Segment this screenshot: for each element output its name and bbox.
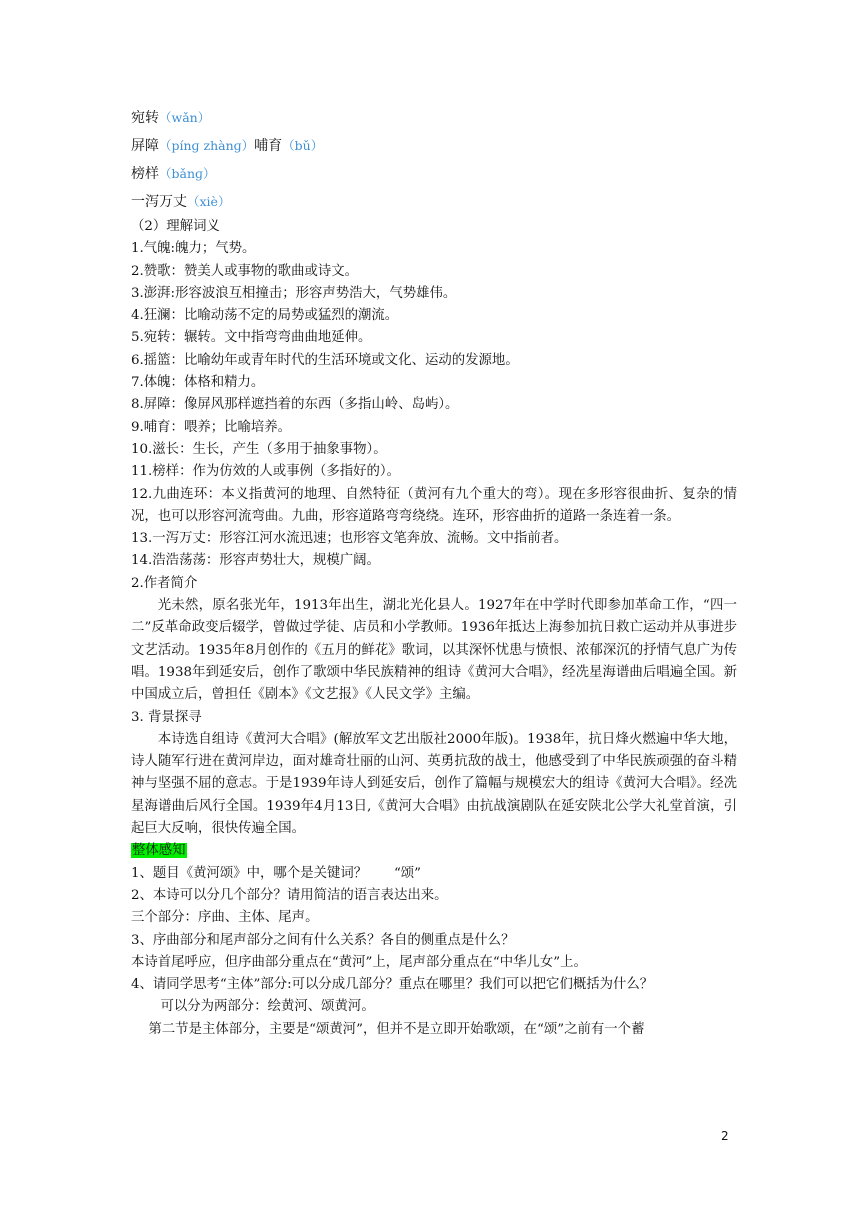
meaning-item: 11.榜样：作为仿效的人或事例（多指好的）。 <box>131 464 401 480</box>
section-heading: （2）理解词义 <box>131 219 220 234</box>
meaning-item: 2.赞歌：赞美人或事物的歌曲或诗文。 <box>131 263 359 279</box>
vocab-word: 宛转 <box>131 110 159 126</box>
meaning-item: 12.九曲连环：本义指黄河的地理、自然特征（黄河有九个重大的弯）。现在多形容很曲折、复杂的情况，也可以形容河流弯曲。九曲，形容道路弯弯绕绕。连环，形容曲折的道路一条连着一条。 <box>131 486 737 524</box>
meaning-item: 13.一泻万丈：形容江河水流迅速；也形容文笔奔放、流畅。文中指前者。 <box>131 531 568 547</box>
qa-line: 4、请同学思考“主体”部分:可以分成几部分？重点在哪里？我们可以把它们概括为什么？ <box>131 977 654 993</box>
pinyin: （pínɡ zhànɡ） <box>159 138 255 153</box>
qa-line: 可以分为两部分：绘黄河、颂黄河。 <box>160 999 375 1015</box>
meaning-item: 8.屏障：像屏风那样遮挡着的东西（多指山岭、岛屿）。 <box>131 397 459 413</box>
qa-line: 三个部分：序曲、主体、尾声。 <box>131 910 319 926</box>
qa-line: 本诗首尾呼应，但序曲部分重点在“黄河”上，尾声部分重点在“中华儿女”上。 <box>131 954 587 970</box>
meaning-item: 10.滋长：生长，产生（多用于抽象事物）。 <box>131 441 387 457</box>
section-heading: 3. 背景探寻 <box>131 709 202 725</box>
meaning-item: 4.狂澜：比喻动荡不定的局势或猛烈的潮流。 <box>131 308 399 324</box>
background-paragraph: 本诗选自组诗《黄河大合唱》(解放军文艺出版社2000年版)。1938年，抗日烽火燃遍中华大地，诗人随军行进在黄河岸边，面对雄奇壮丽的山河、英勇抗敌的战士，他感受到了中华民族顽强的奋斗精神与坚强不屈的意志。于是1939年诗人到延安后，创作了篇幅与规模宏大的组诗《黄河大合唱》。经冼星海谱曲后风行全国。1939年4月13日,《黄河大合唱》由抗战演剧队在延安陕北公学大礼堂首演，引起巨大反响，很快传遍全国。 <box>131 731 737 837</box>
pinyin: （bǔ） <box>282 138 324 153</box>
author-paragraph: 光未然，原名张光年，1913年出生，湖北光化县人。1927年在中学时代即参加革命工作，“四一二”反革命政变后辍学，曾做过学徒、店员和小学教师。1936年抵达上海参加抗日救亡运动并从事进步文艺活动。1935年8月创作的《五月的鲜花》歌词，以其深怀忧患与愤恨、浓郁深沉的抒情气息广为传唱。1938年到延安后，创作了歌颂中华民族精神的组诗《黄河大合唱》，经冼星海谱曲后唱遍全国。新中国成立后，曾担任《剧本》《文艺报》《人民文学》主编。 <box>131 598 737 703</box>
vocab-line <box>131 104 737 132</box>
qa-line: 2、本诗可以分几个部分？请用简洁的语言表达出来。 <box>131 887 448 903</box>
vocab-word: 一泻万丈 <box>131 194 187 210</box>
meaning-item: 14.浩浩荡荡：形容声势壮大，规模广阔。 <box>131 553 380 569</box>
qa-line: 3、序曲部分和尾声部分之间有什么关系？各自的侧重点是什么？ <box>131 932 515 948</box>
page-number: 2 <box>721 1129 729 1143</box>
pinyin: （wǎn） <box>159 110 211 125</box>
pinyin: （bǎnɡ） <box>159 166 216 181</box>
qa-list <box>131 863 737 1041</box>
qa-line: 1、题目《黄河颂》中，哪个是关键词？ “颂” <box>131 865 422 881</box>
page-content <box>131 104 737 1041</box>
meaning-list <box>131 238 737 572</box>
meaning-item: 3.澎湃:形容波浪互相撞击；形容声势浩大，气势雄伟。 <box>131 285 457 301</box>
qa-line: 第二节是主体部分，主要是“颂黄河”，但并不是立即开始歌颂，在“颂”之前有一个蓄 <box>148 1021 645 1037</box>
highlighted-heading: 整体感知 <box>132 843 186 859</box>
pinyin: （xiè） <box>187 194 231 209</box>
section-heading <box>131 840 737 862</box>
vocab-word: 屏障 <box>131 138 159 154</box>
vocab-word: 榜样 <box>131 166 159 182</box>
meaning-item: 6.摇篮：比喻幼年或青年时代的生活环境或文化、运动的发源地。 <box>131 352 519 368</box>
meaning-item: 9.哺育：喂养；比喻培养。 <box>131 419 292 435</box>
vocab-line <box>131 160 737 188</box>
vocab-line <box>131 132 737 160</box>
vocab-line <box>131 188 737 216</box>
meaning-item: 7.体魄：体格和精力。 <box>131 375 265 391</box>
meaning-item: 5.宛转：辗转。文中指弯弯曲曲地延伸。 <box>131 330 372 346</box>
section-heading: 2.作者简介 <box>131 575 198 591</box>
meaning-item: 1.气魄:魄力；气势。 <box>131 241 256 257</box>
vocab-word: 哺育 <box>254 138 283 154</box>
